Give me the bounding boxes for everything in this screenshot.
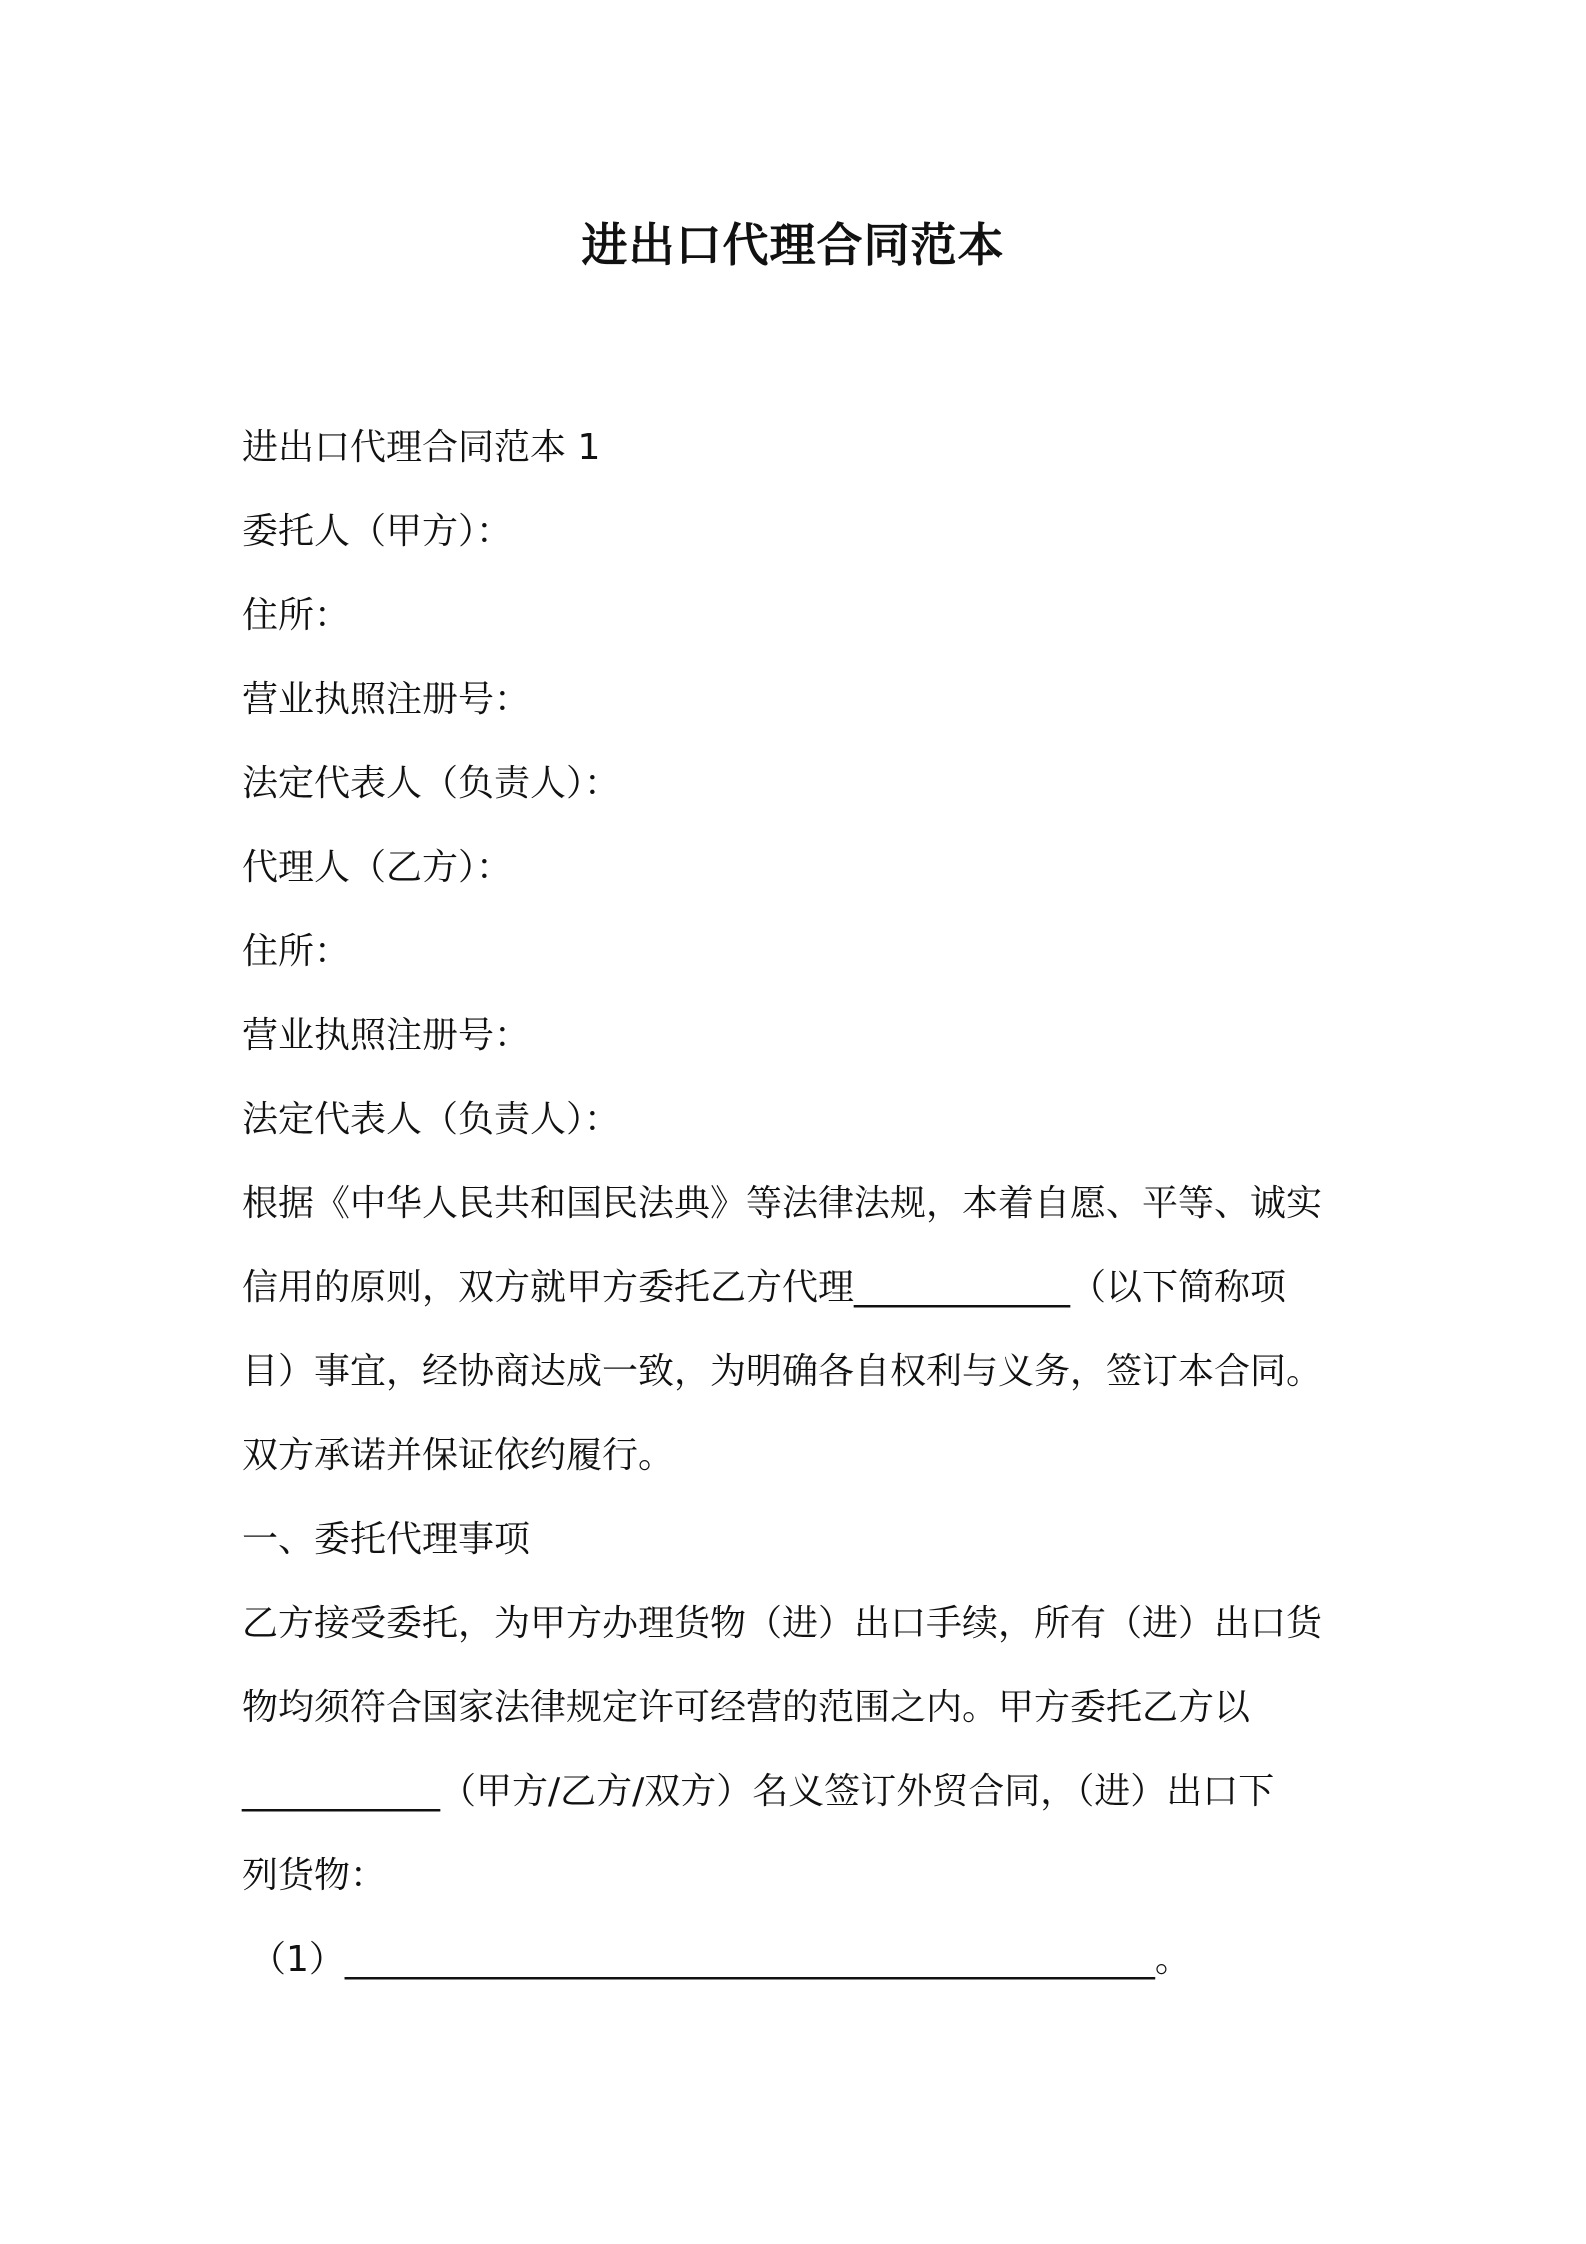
party-b-label: 代理人（乙方）： — [242, 847, 513, 888]
party-a-license: 营业执照注册号： — [242, 679, 531, 720]
goods-item-1: （1）_____________________________________________。 — [250, 1939, 1191, 1980]
document-body — [242, 406, 1360, 2002]
party-b-representative: 法定代表人（负责人）： — [242, 1099, 621, 1140]
section-1-line-3: ___________（甲方/乙方/双方）名义签订外贸合同，（进）出口下 — [242, 1771, 1275, 1812]
party-a-representative: 法定代表人（负责人）： — [242, 763, 621, 804]
document-title: 进出口代理合同范本 — [581, 218, 1005, 272]
contract-subtitle: 进出口代理合同范本 1 — [242, 427, 601, 468]
section-1-line-2: 物均须符合国家法律规定许可经营的范围之内。甲方委托乙方以 — [242, 1687, 1251, 1728]
section-1-line-1: 乙方接受委托，为甲方办理货物（进）出口手续，所有（进）出口货 — [242, 1603, 1323, 1644]
preamble-line-3: 目）事宜，经协商达成一致，为明确各自权利与义务，签订本合同。 — [242, 1351, 1323, 1392]
section-1-heading: 一、委托代理事项 — [242, 1519, 531, 1560]
preamble-line-4: 双方承诺并保证依约履行。 — [242, 1435, 675, 1476]
party-b-license: 营业执照注册号： — [242, 1015, 531, 1056]
party-b-address: 住所： — [242, 931, 351, 972]
preamble-line-2: 信用的原则，双方就甲方委托乙方代理____________（以下简称项 — [242, 1267, 1287, 1308]
party-a-label: 委托人（甲方）： — [242, 511, 513, 552]
preamble-line-1: 根据《中华人民共和国民法典》等法律法规，本着自愿、平等、诚实 — [242, 1183, 1323, 1224]
section-1-line-4: 列货物： — [242, 1855, 387, 1896]
party-a-address: 住所： — [242, 595, 351, 636]
